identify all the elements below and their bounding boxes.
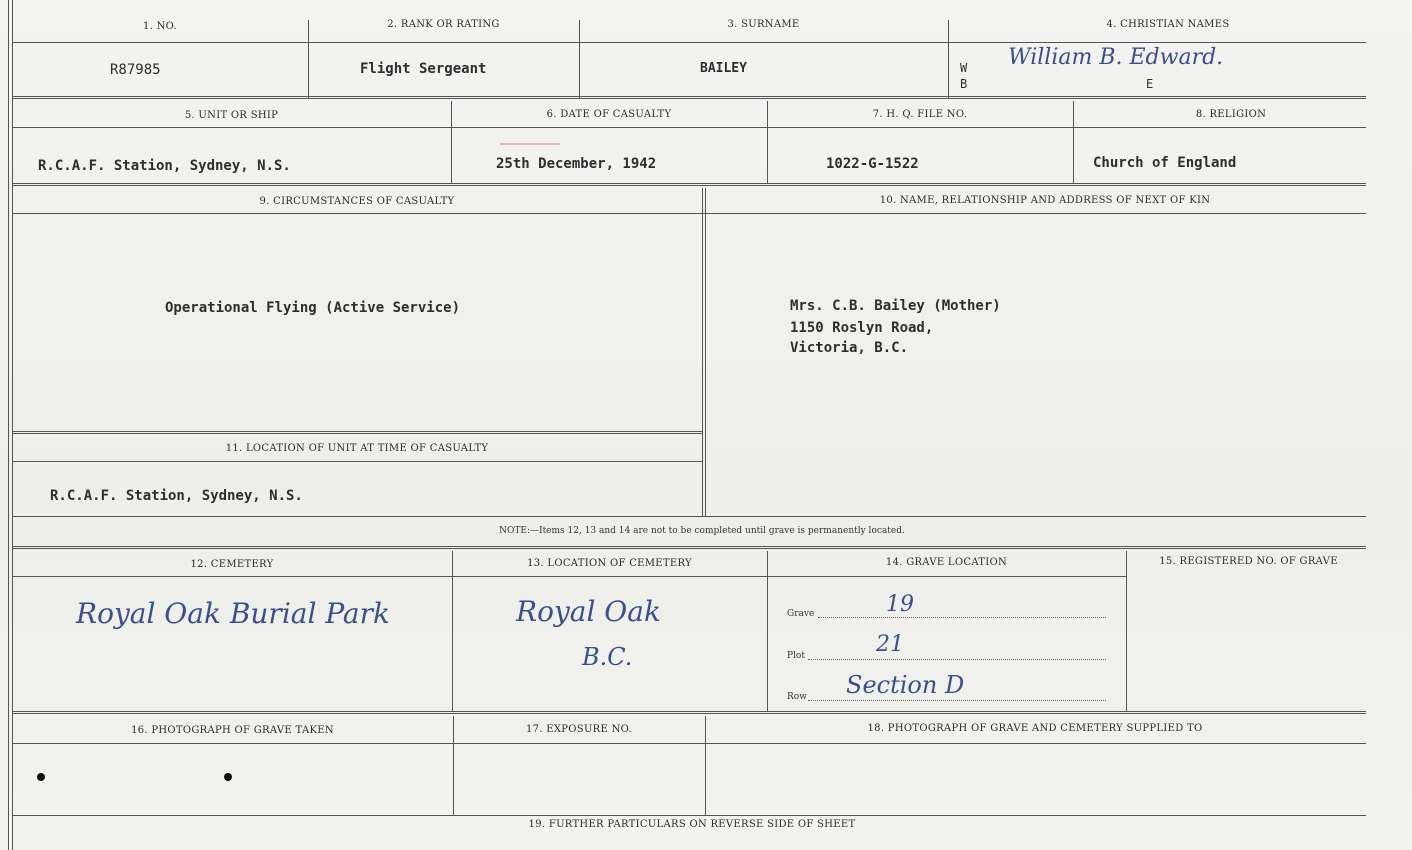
note-text: NOTE:—Items 12, 13 and 14 are not to be completed until grave is permanently located. bbox=[499, 526, 905, 536]
field-label-circumstances: 9. CIRCUMSTANCES OF CASUALTY bbox=[259, 196, 455, 207]
divider bbox=[12, 431, 702, 434]
cemetery-location-line2: B.C. bbox=[582, 643, 633, 671]
divider bbox=[12, 127, 1366, 128]
grave-number: 19 bbox=[886, 592, 914, 617]
divider bbox=[12, 42, 1366, 43]
divider bbox=[12, 461, 702, 462]
field-label-christian-names: 4. CHRISTIAN NAMES bbox=[1106, 19, 1230, 30]
initial-e: E bbox=[1146, 77, 1154, 91]
grave-leader bbox=[818, 617, 1106, 618]
field-label-photograph-supplied: 18. PHOTOGRAPH OF GRAVE AND CEMETERY SUPPLIED TO bbox=[867, 723, 1203, 734]
divider bbox=[767, 551, 768, 711]
row-leader bbox=[808, 700, 1106, 701]
field-label-unit: 5. UNIT OR SHIP bbox=[184, 110, 279, 121]
row-value: Section D bbox=[846, 671, 965, 699]
initial-b: B bbox=[960, 77, 968, 91]
divider bbox=[12, 96, 1366, 99]
divider bbox=[702, 188, 703, 516]
rank-value: Flight Sergeant bbox=[360, 61, 487, 77]
field-label-photograph-taken: 16. PHOTOGRAPH OF GRAVE TAKEN bbox=[131, 725, 334, 736]
divider bbox=[12, 815, 1366, 816]
field-label-surname: 3. SURNAME bbox=[727, 19, 800, 30]
field-label-next-of-kin: 10. NAME, RELATIONSHIP AND ADDRESS OF NEXT OF KIN bbox=[879, 195, 1211, 206]
field-label-date: 6. DATE OF CASUALTY bbox=[546, 109, 672, 120]
ink-mark bbox=[500, 143, 560, 145]
divider bbox=[12, 183, 1366, 186]
divider bbox=[12, 743, 1366, 744]
field-label-number: 1. NO. bbox=[142, 21, 178, 32]
divider bbox=[579, 20, 580, 98]
margin-line bbox=[8, 0, 9, 850]
initial-w: W bbox=[960, 61, 968, 75]
divider bbox=[12, 546, 1366, 549]
divider bbox=[452, 551, 453, 711]
divider bbox=[948, 20, 949, 98]
grave-label: Grave bbox=[787, 609, 815, 619]
plot-label: Plot bbox=[787, 651, 805, 661]
cemetery-handwritten: Royal Oak Burial Park bbox=[76, 597, 390, 630]
file-no-value: 1022-G-1522 bbox=[826, 156, 919, 172]
divider bbox=[12, 711, 1366, 714]
next-of-kin-line3: Victoria, B.C. bbox=[790, 340, 909, 356]
circumstances-value: Operational Flying (Active Service) bbox=[165, 300, 461, 316]
location-value: R.C.A.F. Station, Sydney, N.S. bbox=[50, 488, 303, 504]
surname-value: BAILEY bbox=[700, 61, 747, 76]
field-label-file-no: 7. H. Q. FILE NO. bbox=[872, 109, 968, 120]
divider bbox=[1126, 551, 1127, 711]
next-of-kin-line1: Mrs. C.B. Bailey (Mother) bbox=[790, 298, 1001, 314]
religion-value: Church of England bbox=[1093, 155, 1237, 171]
field-label-religion: 8. RELIGION bbox=[1195, 109, 1267, 120]
field-label-registered-no: 15. REGISTERED NO. OF GRAVE bbox=[1159, 556, 1338, 567]
divider bbox=[705, 188, 706, 516]
field-label-exposure-no: 17. EXPOSURE NO. bbox=[525, 724, 633, 735]
field-label-location-of-cemetery: 13. LOCATION OF CEMETERY bbox=[527, 558, 692, 569]
next-of-kin-line2: 1150 Roslyn Road, bbox=[790, 320, 934, 336]
cemetery-location-line1: Royal Oak bbox=[516, 595, 661, 628]
christian-names-handwritten: William B. Edward. bbox=[1008, 45, 1224, 70]
plot-leader bbox=[808, 659, 1106, 660]
row-label: Row bbox=[787, 692, 807, 702]
field-label-grave-location: 14. GRAVE LOCATION bbox=[885, 557, 1008, 568]
service-number: R87985 bbox=[110, 62, 161, 78]
punch-hole bbox=[37, 773, 45, 781]
plot-number: 21 bbox=[876, 632, 904, 657]
divider bbox=[12, 213, 1366, 214]
divider bbox=[12, 576, 1127, 577]
field-label-cemetery: 12. CEMETERY bbox=[190, 559, 274, 570]
divider bbox=[12, 516, 1366, 517]
date-value: 25th December, 1942 bbox=[496, 156, 657, 172]
field-label-location-of-unit: 11. LOCATION OF UNIT AT TIME OF CASUALTY bbox=[225, 443, 489, 454]
punch-hole bbox=[224, 773, 232, 781]
field-label-rank: 2. RANK OR RATING bbox=[387, 19, 500, 30]
divider bbox=[308, 20, 309, 98]
field-label-further-particulars: 19. FURTHER PARTICULARS ON REVERSE SIDE OF SHEET bbox=[528, 819, 856, 830]
unit-value: R.C.A.F. Station, Sydney, N.S. bbox=[38, 158, 291, 174]
